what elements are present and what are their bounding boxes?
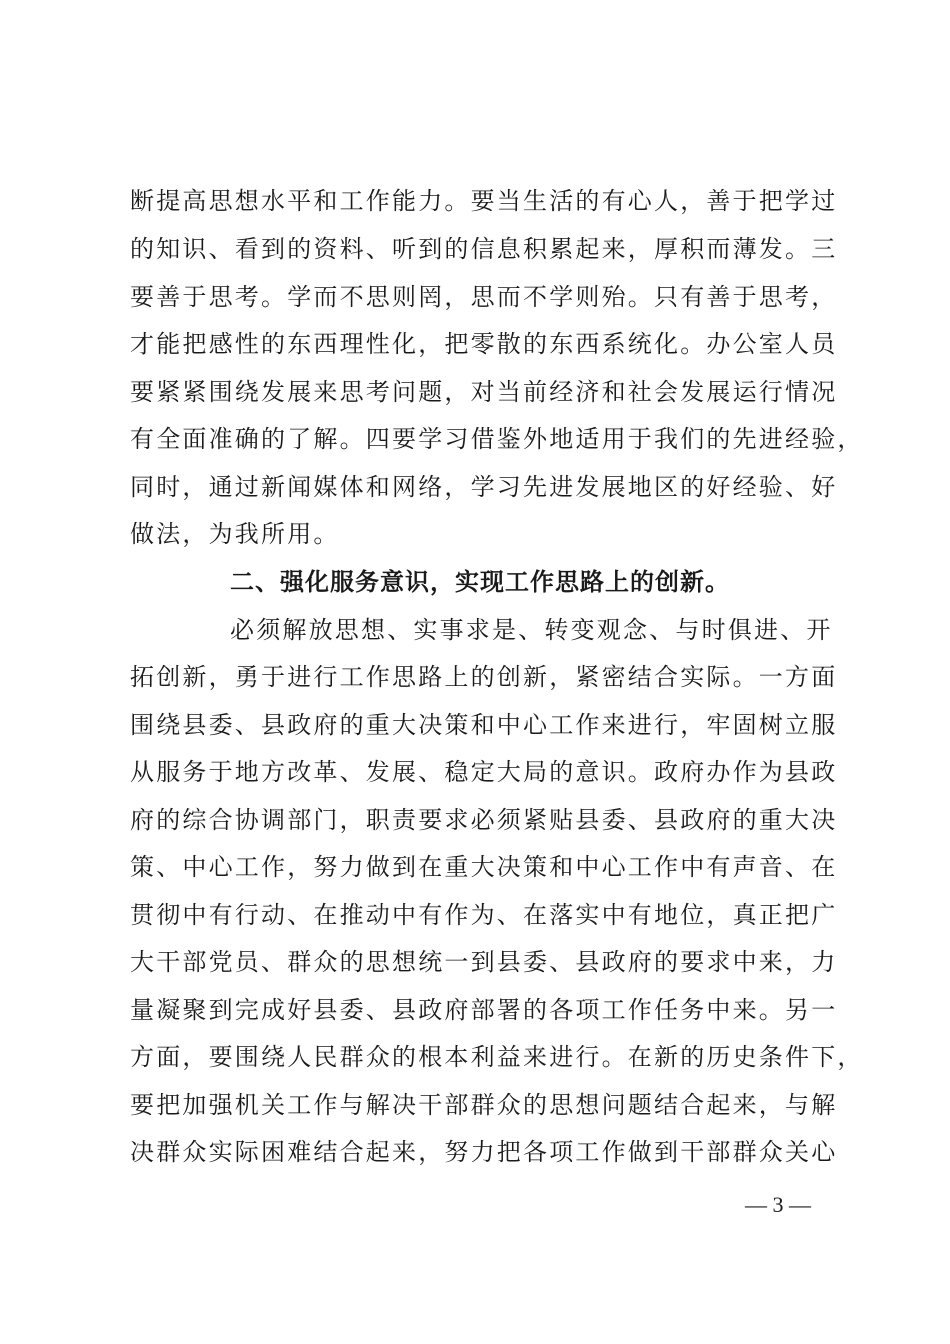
page-number: — 3 — <box>745 1192 811 1217</box>
paragraph1-line: 断提高思想水平和工作能力。要当生活的有心人，善于把学过 <box>130 187 838 215</box>
paragraph1-line: 做法，为我所用。 <box>130 520 340 548</box>
paragraph1-line: 有全面准确的了解。四要学习借鉴外地适用于我们的先进经验， <box>130 425 864 453</box>
paragraph2-line: 围绕县委、县政府的重大决策和中心工作来进行，牢固树立服 <box>130 711 838 739</box>
paragraph2-line: 府的综合协调部门，职责要求必须紧贴县委、县政府的重大决 <box>130 806 838 834</box>
paragraph2-line: 大干部党员、群众的思想统一到县委、县政府的要求中来，力 <box>130 948 838 976</box>
paragraph1-line: 才能把感性的东西理性化，把零散的东西系统化。办公室人员 <box>130 330 838 358</box>
section-heading: 二、强化服务意识，实现工作思路上的创新。 <box>230 568 730 596</box>
paragraph1-line: 要紧紧围绕发展来思考问题，对当前经济和社会发展运行情况 <box>130 378 838 406</box>
paragraph1-line: 的知识、看到的资料、听到的信息积累起来，厚积而薄发。三 <box>130 235 838 263</box>
paragraph2-line: 必须解放思想、实事求是、转变观念、与时俱进、开 <box>230 616 833 644</box>
paragraph2-line: 决群众实际困难结合起来，努力把各项工作做到干部群众关心 <box>130 1138 838 1166</box>
paragraph1-line: 同时，通过新闻媒体和网络，学习先进发展地区的好经验、好 <box>130 473 838 501</box>
paragraph2-line: 贯彻中有行动、在推动中有作为、在落实中有地位，真正把广 <box>130 901 838 929</box>
paragraph1-line: 要善于思考。学而不思则罔，思而不学则殆。只有善于思考， <box>130 283 838 311</box>
paragraph2-line: 要把加强机关工作与解决干部群众的思想问题结合起来，与解 <box>130 1091 838 1119</box>
paragraph2-line: 从服务于地方改革、发展、稳定大局的意识。政府办作为县政 <box>130 758 838 786</box>
paragraph2-line: 策、中心工作，努力做到在重大决策和中心工作中有声音、在 <box>130 853 838 881</box>
paragraph2-line: 量凝聚到完成好县委、县政府部署的各项工作任务中来。另一 <box>130 996 838 1024</box>
paragraph2-line: 方面，要围绕人民群众的根本利益来进行。在新的历史条件下， <box>130 1043 864 1071</box>
paragraph2-line: 拓创新，勇于进行工作思路上的创新，紧密结合实际。一方面 <box>130 663 838 691</box>
